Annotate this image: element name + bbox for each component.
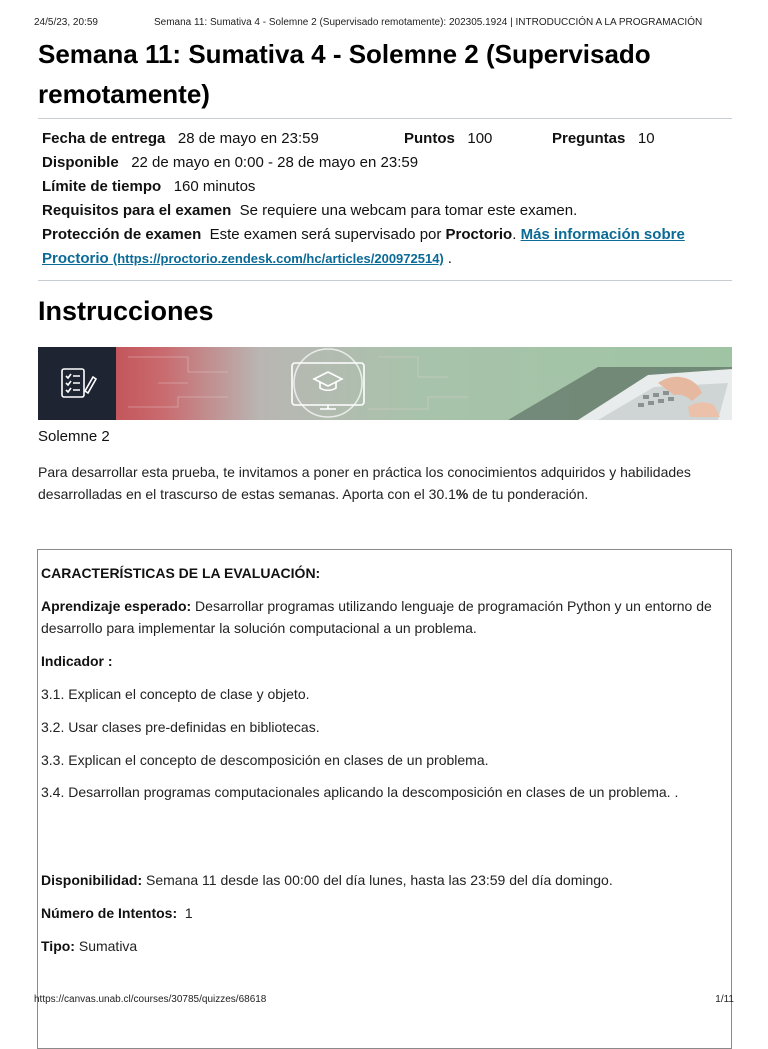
exam-subtitle: Solemne 2 [38, 428, 110, 445]
attempts-value: 1 [184, 905, 193, 921]
due-value: 28 de mayo en 23:59 [177, 130, 319, 147]
indicator-item: 3.4. Desarrollan programas computacionales aplicando la descomposición en clases de un problema. . [41, 784, 679, 800]
intro-end: de tu ponderación. [468, 486, 589, 502]
meta-row-protection [42, 223, 732, 271]
protection-period: . [512, 226, 517, 243]
quiz-meta [42, 127, 732, 271]
indicator-item: 3.2. Usar clases pre-definidas en bibliotecas. [41, 719, 320, 735]
time-limit-label: Límite de tiempo [42, 178, 162, 195]
intro-paragraph [38, 461, 738, 505]
print-url: https://canvas.unab.cl/courses/30785/quizzes/68618 [34, 994, 267, 1005]
questions-label: Preguntas [552, 130, 626, 147]
learning-value: Desarrollar programas utilizando lenguaje de programación Python y un entorno de desarrollo para implementar la solución computacional a un problema. [41, 598, 712, 636]
attempts-label: Número de Intentos: [41, 905, 178, 921]
requirements-label: Requisitos para el examen [42, 202, 232, 219]
proctorio-link-url: (https://proctorio.zendesk.com/hc/articles/200972514) [112, 251, 444, 266]
evaluation-box [37, 549, 732, 1049]
meta-row-requirements [42, 199, 732, 223]
proctorio-link-text: Más información sobre Proctorio [42, 226, 685, 267]
page-number: 1/11 [715, 994, 734, 1005]
intro-text: Para desarrollar esta prueba, te invitamos a poner en práctica los conocimientos adquiridos y habilidades desarrolladas en el trascurso de estas semanas. Aporta con el 30.1 [38, 464, 691, 502]
meta-row-available [42, 151, 732, 175]
meta-row-time-limit [42, 175, 732, 199]
page-title: Semana 11: Sumativa 4 - Solemne 2 (Supervisado remotamente) [38, 39, 651, 109]
questions-value: 10 [637, 130, 655, 147]
protection-label: Protección de examen [42, 226, 202, 243]
divider-meta-bottom [38, 280, 732, 281]
divider-top [38, 118, 732, 119]
learning-label: Aprendizaje esperado: [41, 598, 192, 614]
evaluation-heading: CARACTERÍSTICAS DE LA EVALUACIÓN: [41, 565, 321, 581]
attempts [41, 902, 721, 924]
points-label: Puntos [404, 130, 455, 147]
indicator-label: Indicador : [41, 653, 113, 669]
print-document-title: Semana 11: Sumativa 4 - Solemne 2 (Supervisado remotamente): 202305.1924 | INTRODUCCIÓN A LA PROGRAMACIÓN [154, 17, 703, 28]
instructions-heading: Instrucciones [38, 296, 214, 326]
banner-image [38, 347, 732, 420]
points-value: 100 [467, 130, 493, 147]
link-end-period: . [447, 250, 452, 267]
availability-value: Semana 11 desde las 00:00 del día lunes, hasta las 23:59 del día domingo. [142, 872, 613, 888]
available-value: 22 de mayo en 0:00 - 28 de mayo en 23:59 [131, 154, 419, 171]
protection-brand: Proctorio [445, 226, 513, 243]
requirements-value: Se requiere una webcam para tomar este examen. [239, 202, 578, 219]
instructions-banner [38, 347, 732, 420]
indicator-item: 3.1. Explican el concepto de clase y objeto. [41, 686, 310, 702]
type-label: Tipo: [41, 938, 75, 954]
print-footer [34, 994, 734, 1008]
meta-row-due [42, 127, 732, 151]
intro-percent: % [455, 486, 469, 502]
print-header [34, 17, 734, 31]
learning-outcome [41, 595, 721, 639]
type-value: Sumativa [74, 938, 138, 954]
protection-text: Este examen será supervisado por [209, 226, 442, 243]
due-label: Fecha de entrega [42, 130, 166, 147]
indicator-item: 3.3. Explican el concepto de descomposición en clases de un problema. [41, 752, 489, 768]
availability-label: Disponibilidad: [41, 872, 143, 888]
print-date: 24/5/23, 20:59 [34, 17, 98, 28]
time-limit-value: 160 minutos [173, 178, 256, 195]
evaluation-type [41, 935, 721, 957]
available-label: Disponible [42, 154, 119, 171]
availability [41, 869, 721, 891]
